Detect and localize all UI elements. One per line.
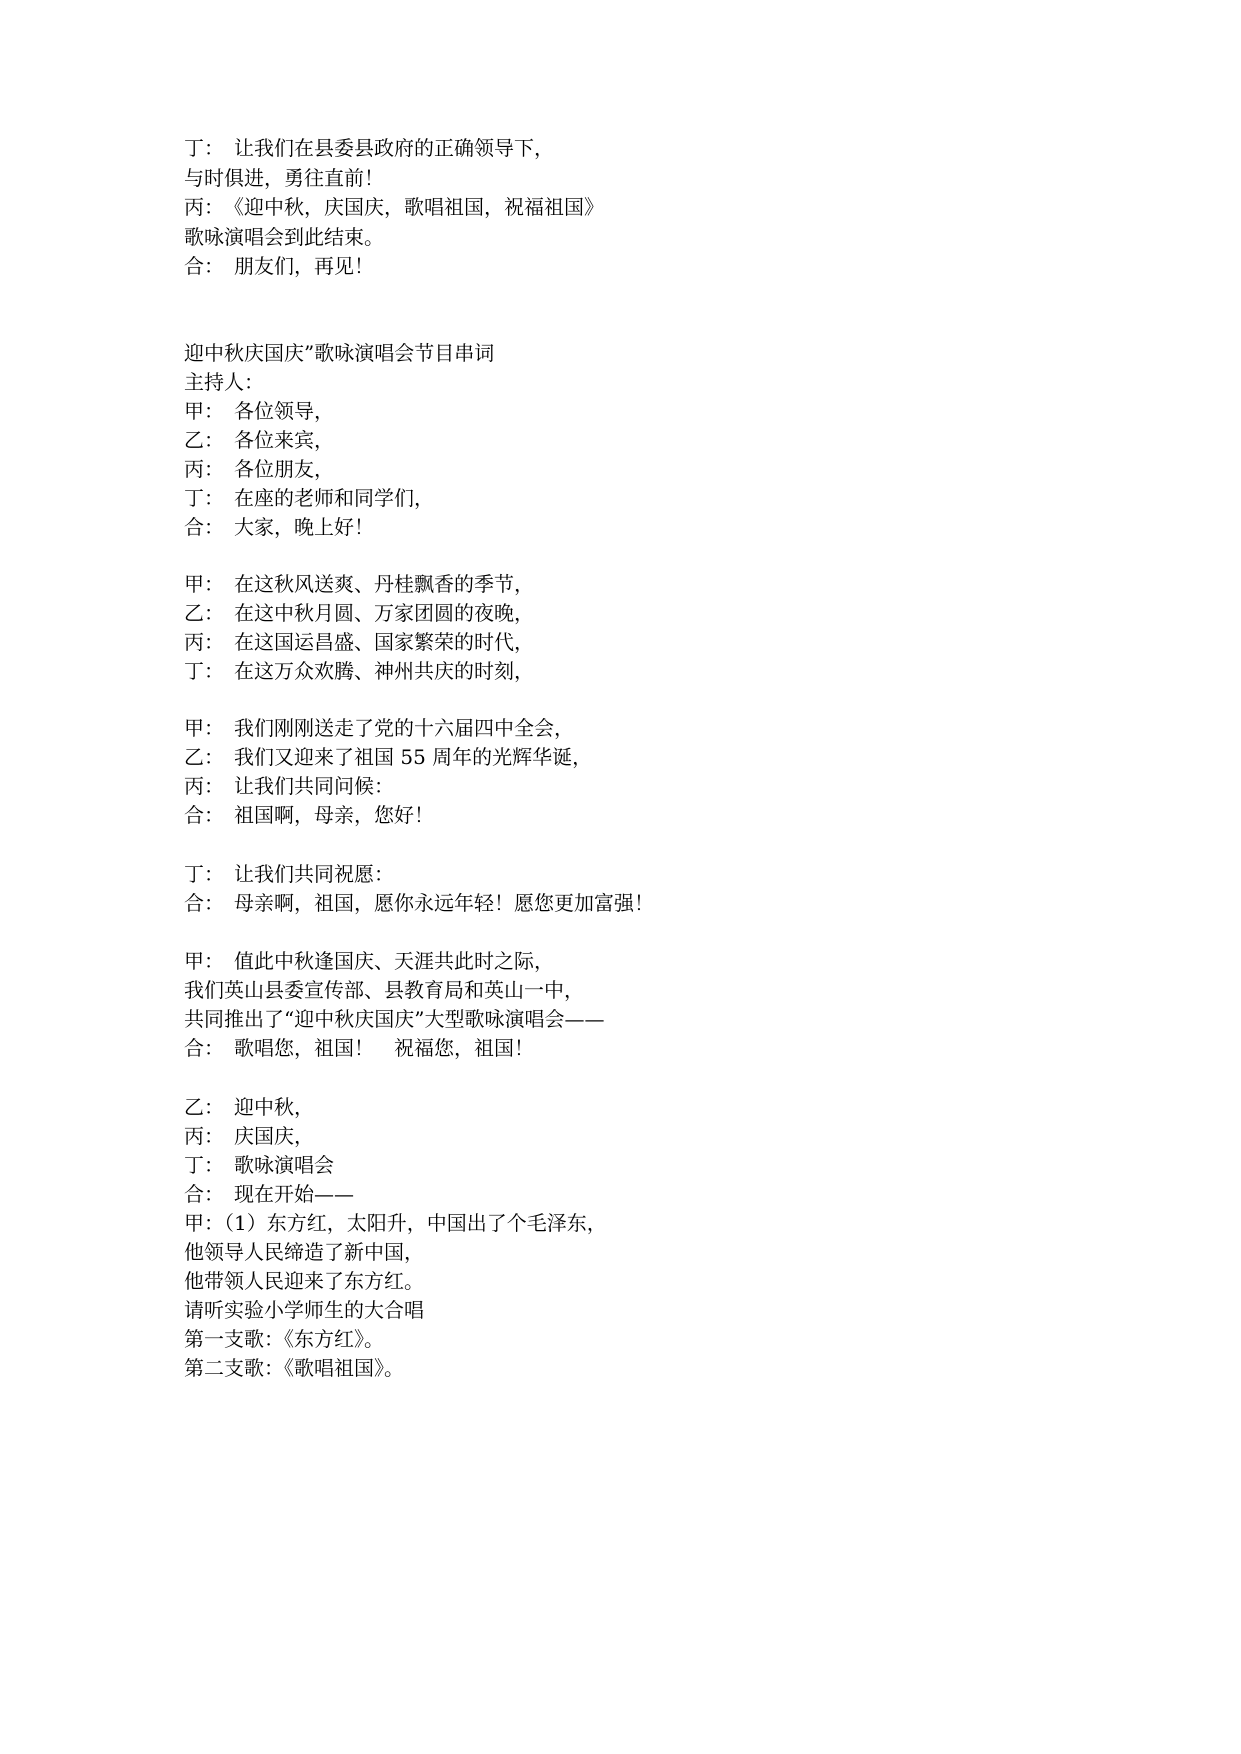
text-line: 甲： 各位领导，: [184, 399, 334, 423]
text-line: 主持人：: [184, 370, 264, 394]
text-line: 合： 祖国啊，母亲，您好！: [184, 803, 434, 827]
text-line: 丙： 庆国庆，: [184, 1124, 314, 1148]
text-line: 乙： 我们又迎来了祖国 55 周年的光辉华诞，: [184, 745, 593, 769]
text-line: 与时俱进，勇往直前！: [184, 166, 384, 190]
text-line: 他带领人民迎来了东方红。: [184, 1269, 424, 1293]
text-line: 他领导人民缔造了新中国，: [184, 1240, 424, 1264]
text-line: 合： 现在开始——: [184, 1182, 354, 1206]
text-line: 丙： 在这国运昌盛、国家繁荣的时代，: [184, 630, 534, 654]
text-line: 乙： 各位来宾，: [184, 428, 334, 452]
text-line: 第一支歌：《东方红》。: [184, 1327, 384, 1351]
text-line: 丁： 让我们共同祝愿：: [184, 862, 394, 886]
text-line: 甲： 在这秋风送爽、丹桂飘香的季节，: [184, 572, 534, 596]
text-line: 合： 母亲啊，祖国，愿你永远年轻！愿您更加富强！: [184, 891, 654, 915]
text-line: 丙： 各位朋友，: [184, 457, 334, 481]
text-line: 丙： 《迎中秋，庆国庆，歌唱祖国，祝福祖国》: [184, 195, 604, 219]
text-line: 歌咏演唱会到此结束。: [184, 225, 384, 249]
text-line: 合： 歌唱您，祖国！ 祝福您，祖国！: [184, 1036, 534, 1060]
text-line: 丁： 让我们在县委县政府的正确领导下，: [184, 136, 554, 160]
text-line: 共同推出了“迎中秋庆国庆”大型歌咏演唱会——: [184, 1007, 605, 1031]
text-line: 第二支歌：《歌唱祖国》。: [184, 1356, 404, 1380]
text-line: 甲：（1）东方红，太阳升，中国出了个毛泽东，: [184, 1211, 607, 1235]
text-line: 丙： 让我们共同问候：: [184, 774, 394, 798]
section-title: 迎中秋庆国庆”歌咏演唱会节目串词: [184, 341, 495, 365]
text-line: 合： 朋友们，再见！: [184, 254, 374, 278]
text-line: 请听实验小学师生的大合唱: [184, 1298, 424, 1322]
text-line: 丁： 歌咏演唱会: [184, 1153, 334, 1177]
text-line: 乙： 迎中秋，: [184, 1095, 314, 1119]
text-line: 合： 大家，晚上好！: [184, 515, 374, 539]
text-line: 我们英山县委宣传部、县教育局和英山一中，: [184, 978, 584, 1002]
text-line: 丁： 在座的老师和同学们，: [184, 486, 434, 510]
text-line: 甲： 值此中秋逢国庆、天涯共此时之际，: [184, 949, 554, 973]
text-line: 甲： 我们刚刚送走了党的十六届四中全会，: [184, 716, 574, 740]
text-line: 乙： 在这中秋月圆、万家团圆的夜晚，: [184, 601, 534, 625]
text-line: 丁： 在这万众欢腾、神州共庆的时刻，: [184, 659, 534, 683]
